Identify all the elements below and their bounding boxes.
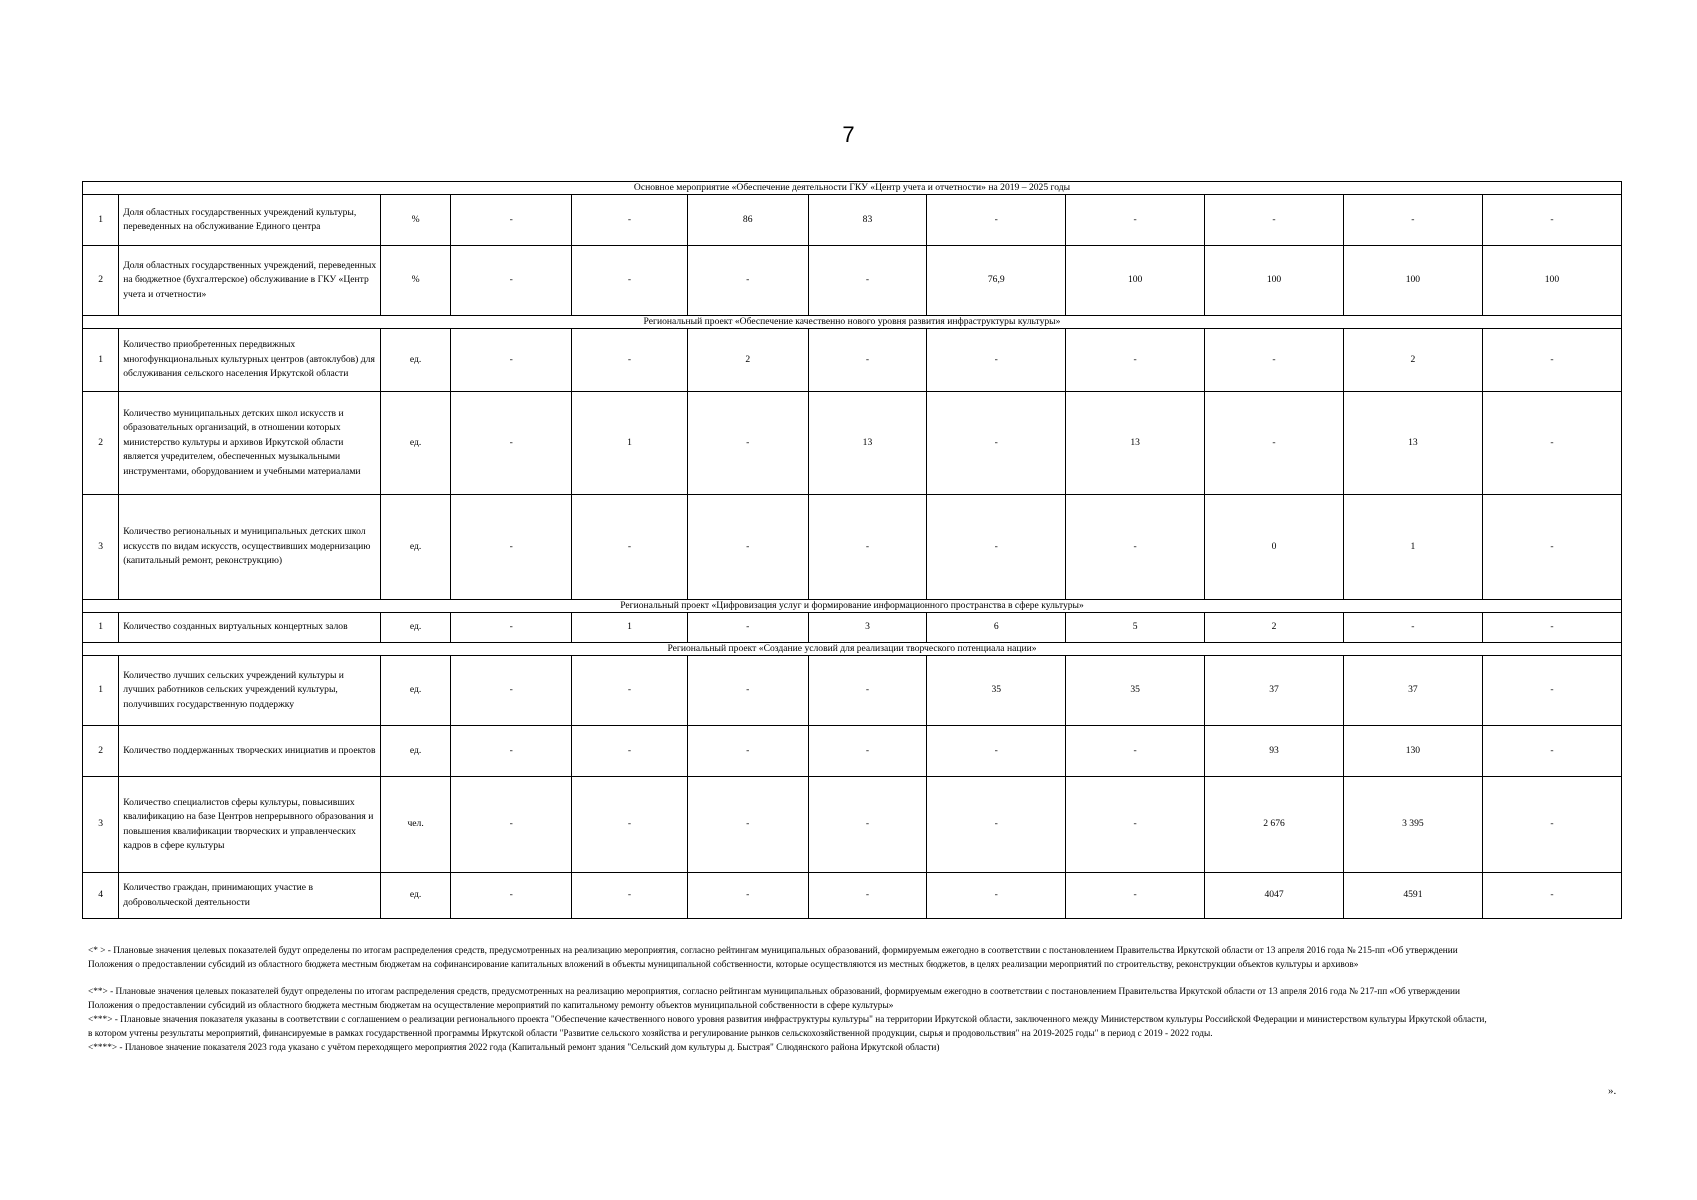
- value-cell: -: [927, 873, 1066, 919]
- indicator-name: Доля областных государственных учреждений, переведенных на бюджетное (бухгалтерское) обслуживание в ГКУ «Центр учета и отчетности»: [119, 246, 381, 316]
- table-row: [83, 656, 1622, 726]
- value-cell: 13: [808, 392, 927, 495]
- footnote-1: <* > - Плановые значения целевых показателей будут определены по итогам распределения средств, предусмотренных на реализацию мероприятия, согласно рейтингам муниципальных образований, формируемым ежегодно в соответствии с постановлением Правительства Иркутской области от 13 апреля 2016 года № 215-пп «Об утверждении Положения о предоставлении субсидий из областного бюджета местным бюджетам на софинансирование капитальных вложений в объекты муниципальной собственности, которые осуществляются из местных бюджетов, в целях реализации мероприятий по строительству, реконструкции объектов культуры и архивов»: [88, 946, 1458, 970]
- indicator-name: Количество приобретенных передвижных многофункциональных культурных центров (автоклубов) для обслуживания сельского населения Иркутской области: [119, 329, 381, 392]
- value-cell: 35: [927, 656, 1066, 726]
- unit-cell: ед.: [380, 726, 450, 777]
- row-number: 3: [83, 777, 119, 873]
- indicator-name: Количество граждан, принимающих участие в добровольческой деятельности: [119, 873, 381, 919]
- value-cell: 4047: [1205, 873, 1344, 919]
- row-number: 4: [83, 873, 119, 919]
- value-cell: -: [1066, 495, 1205, 600]
- value-cell: -: [451, 329, 572, 392]
- value-cell: -: [1482, 613, 1621, 643]
- value-cell: 100: [1343, 246, 1482, 316]
- value-cell: -: [687, 613, 808, 643]
- value-cell: -: [451, 873, 572, 919]
- section-title: Региональный проект «Цифровизация услуг и формирование информационного пространства в сфере культуры»: [83, 600, 1622, 613]
- table-row: [83, 195, 1622, 246]
- value-cell: -: [572, 195, 688, 246]
- value-cell: -: [572, 656, 688, 726]
- value-cell: -: [1482, 329, 1621, 392]
- indicator-name: Количество специалистов сферы культуры, повысивших квалификацию на базе Центров непрерывного образования и повышения квалификации творческих и управленческих кадров в сфере культуры: [119, 777, 381, 873]
- value-cell: -: [808, 329, 927, 392]
- value-cell: 83: [808, 195, 927, 246]
- value-cell: -: [1482, 873, 1621, 919]
- value-cell: -: [927, 495, 1066, 600]
- footnote-2: <**> - Плановые значения целевых показателей будут определены по итогам распределения средств, предусмотренных на реализацию мероприятия, согласно рейтингам муниципальных образований, формируемым ежегодно в соответствии с постановлением Правительства Иркутской области от 13 апреля 2016 года № 217-пп «Об утверждении Положения о предоставлении субсидий из областного бюджета местным бюджетам на осуществление мероприятий по капитальному ремонту объектов муниципальной собственности в сфере культуры»: [88, 987, 1460, 1011]
- footnote-4: <****> - Плановое значение показателя 2023 года указано с учётом переходящего мероприятия 2022 года (Капитальный ремонт здания "Сельский дом культуры д. Быстрая" Слюдянского района Иркутской области): [88, 1043, 940, 1053]
- value-cell: 6: [927, 613, 1066, 643]
- value-cell: 3 395: [1343, 777, 1482, 873]
- value-cell: -: [808, 656, 927, 726]
- value-cell: 13: [1066, 392, 1205, 495]
- value-cell: -: [1066, 195, 1205, 246]
- value-cell: 37: [1205, 656, 1344, 726]
- value-cell: -: [1205, 329, 1344, 392]
- value-cell: -: [808, 246, 927, 316]
- footnote-3: <***> - Плановые значения показателя указаны в соответствии с соглашением о реализации регионального проекта "Обеспечение качественного нового уровня развития инфраструктуры культуры" на территории Иркутской области, заключенного между Министерством культуры Российской Федерации и министерством культуры Иркутской области, в котором учтены результаты мероприятий, финансируемые в рамках государственной программы Иркутской области "Развитие сельского хозяйства и регулирование рынков сельскохозяйственной продукции, сырья и продовольствия" на 2019-2025 годы" в период с 2019 - 2022 годы.: [88, 1015, 1487, 1039]
- value-cell: -: [572, 777, 688, 873]
- value-cell: -: [451, 613, 572, 643]
- value-cell: -: [1205, 392, 1344, 495]
- unit-cell: ед.: [380, 495, 450, 600]
- row-number: 2: [83, 392, 119, 495]
- value-cell: -: [1482, 495, 1621, 600]
- value-cell: -: [808, 726, 927, 777]
- value-cell: 13: [1343, 392, 1482, 495]
- indicator-name: Доля областных государственных учреждений культуры, переведенных на обслуживание Единого центра: [119, 195, 381, 246]
- table-row: [83, 392, 1622, 495]
- value-cell: -: [687, 656, 808, 726]
- unit-cell: %: [380, 246, 450, 316]
- row-number: 3: [83, 495, 119, 600]
- table-row: [83, 873, 1622, 919]
- value-cell: 2: [687, 329, 808, 392]
- value-cell: -: [1066, 726, 1205, 777]
- table-row: [83, 495, 1622, 600]
- value-cell: -: [572, 726, 688, 777]
- value-cell: -: [451, 246, 572, 316]
- end-mark: ».: [1608, 1085, 1617, 1097]
- unit-cell: ед.: [380, 656, 450, 726]
- page-number: 7: [842, 122, 855, 147]
- value-cell: -: [1482, 656, 1621, 726]
- indicator-name: Количество лучших сельских учреждений культуры и лучших работников сельских учреждений культуры, получивших государственную поддержку: [119, 656, 381, 726]
- value-cell: 0: [1205, 495, 1344, 600]
- value-cell: 1: [1343, 495, 1482, 600]
- table-row: [83, 726, 1622, 777]
- value-cell: -: [1343, 613, 1482, 643]
- value-cell: 100: [1482, 246, 1621, 316]
- unit-cell: чел.: [380, 777, 450, 873]
- value-cell: -: [1205, 195, 1344, 246]
- value-cell: -: [927, 726, 1066, 777]
- value-cell: -: [572, 246, 688, 316]
- section-header-row: [83, 600, 1622, 613]
- section-title: Региональный проект «Создание условий для реализации творческого потенциала нации»: [83, 643, 1622, 656]
- row-number: 2: [83, 726, 119, 777]
- value-cell: -: [808, 777, 927, 873]
- section-header-row: [83, 643, 1622, 656]
- value-cell: 93: [1205, 726, 1344, 777]
- value-cell: -: [1482, 392, 1621, 495]
- value-cell: -: [1482, 726, 1621, 777]
- value-cell: -: [572, 495, 688, 600]
- row-number: 1: [83, 329, 119, 392]
- row-number: 1: [83, 656, 119, 726]
- value-cell: 86: [687, 195, 808, 246]
- section-header-row: [83, 182, 1622, 195]
- indicator-name: Количество региональных и муниципальных детских школ искусств по видам искусств, осуществивших модернизацию (капитальный ремонт, реконструкцию): [119, 495, 381, 600]
- value-cell: -: [451, 195, 572, 246]
- value-cell: -: [451, 726, 572, 777]
- value-cell: -: [1066, 873, 1205, 919]
- unit-cell: ед.: [380, 873, 450, 919]
- value-cell: -: [451, 495, 572, 600]
- value-cell: -: [687, 726, 808, 777]
- section-title: Основное мероприятие «Обеспечение деятельности ГКУ «Центр учета и отчетности» на 2019 – 2025 годы: [83, 182, 1622, 195]
- indicator-name: Количество поддержанных творческих инициатив и проектов: [119, 726, 381, 777]
- value-cell: 100: [1205, 246, 1344, 316]
- unit-cell: ед.: [380, 392, 450, 495]
- value-cell: -: [927, 329, 1066, 392]
- value-cell: 1: [572, 613, 688, 643]
- value-cell: -: [687, 777, 808, 873]
- value-cell: -: [687, 873, 808, 919]
- value-cell: 1: [572, 392, 688, 495]
- table-row: [83, 329, 1622, 392]
- unit-cell: %: [380, 195, 450, 246]
- value-cell: -: [687, 246, 808, 316]
- row-number: 1: [83, 613, 119, 643]
- value-cell: 2: [1205, 613, 1344, 643]
- value-cell: -: [687, 392, 808, 495]
- table-row: [83, 613, 1622, 643]
- unit-cell: ед.: [380, 329, 450, 392]
- value-cell: 4591: [1343, 873, 1482, 919]
- table-row: [83, 246, 1622, 316]
- value-cell: 130: [1343, 726, 1482, 777]
- indicator-name: Количество созданных виртуальных концертных залов: [119, 613, 381, 643]
- value-cell: -: [451, 656, 572, 726]
- footnotes: [88, 944, 1488, 1055]
- value-cell: 35: [1066, 656, 1205, 726]
- value-cell: -: [1066, 329, 1205, 392]
- value-cell: -: [808, 873, 927, 919]
- section-title: Региональный проект «Обеспечение качественно нового уровня развития инфраструктуры культуры»: [83, 316, 1622, 329]
- row-number: 2: [83, 246, 119, 316]
- value-cell: 2: [1343, 329, 1482, 392]
- indicators-table: [82, 181, 1622, 919]
- value-cell: -: [808, 495, 927, 600]
- value-cell: 3: [808, 613, 927, 643]
- value-cell: -: [572, 329, 688, 392]
- value-cell: -: [927, 195, 1066, 246]
- value-cell: -: [687, 495, 808, 600]
- value-cell: -: [1343, 195, 1482, 246]
- value-cell: -: [572, 873, 688, 919]
- value-cell: -: [1482, 195, 1621, 246]
- value-cell: 100: [1066, 246, 1205, 316]
- value-cell: -: [927, 777, 1066, 873]
- section-header-row: [83, 316, 1622, 329]
- value-cell: -: [927, 392, 1066, 495]
- value-cell: 2 676: [1205, 777, 1344, 873]
- value-cell: 5: [1066, 613, 1205, 643]
- value-cell: 76,9: [927, 246, 1066, 316]
- value-cell: -: [451, 777, 572, 873]
- unit-cell: ед.: [380, 613, 450, 643]
- value-cell: -: [1482, 777, 1621, 873]
- value-cell: -: [451, 392, 572, 495]
- value-cell: -: [1066, 777, 1205, 873]
- indicator-name: Количество муниципальных детских школ искусств и образовательных организаций, в отношении которых министерство культуры и архивов Иркутской области является учредителем, обеспеченных музыкальными инструментами, оборудованием и учебными материалами: [119, 392, 381, 495]
- value-cell: 37: [1343, 656, 1482, 726]
- row-number: 1: [83, 195, 119, 246]
- table-row: [83, 777, 1622, 873]
